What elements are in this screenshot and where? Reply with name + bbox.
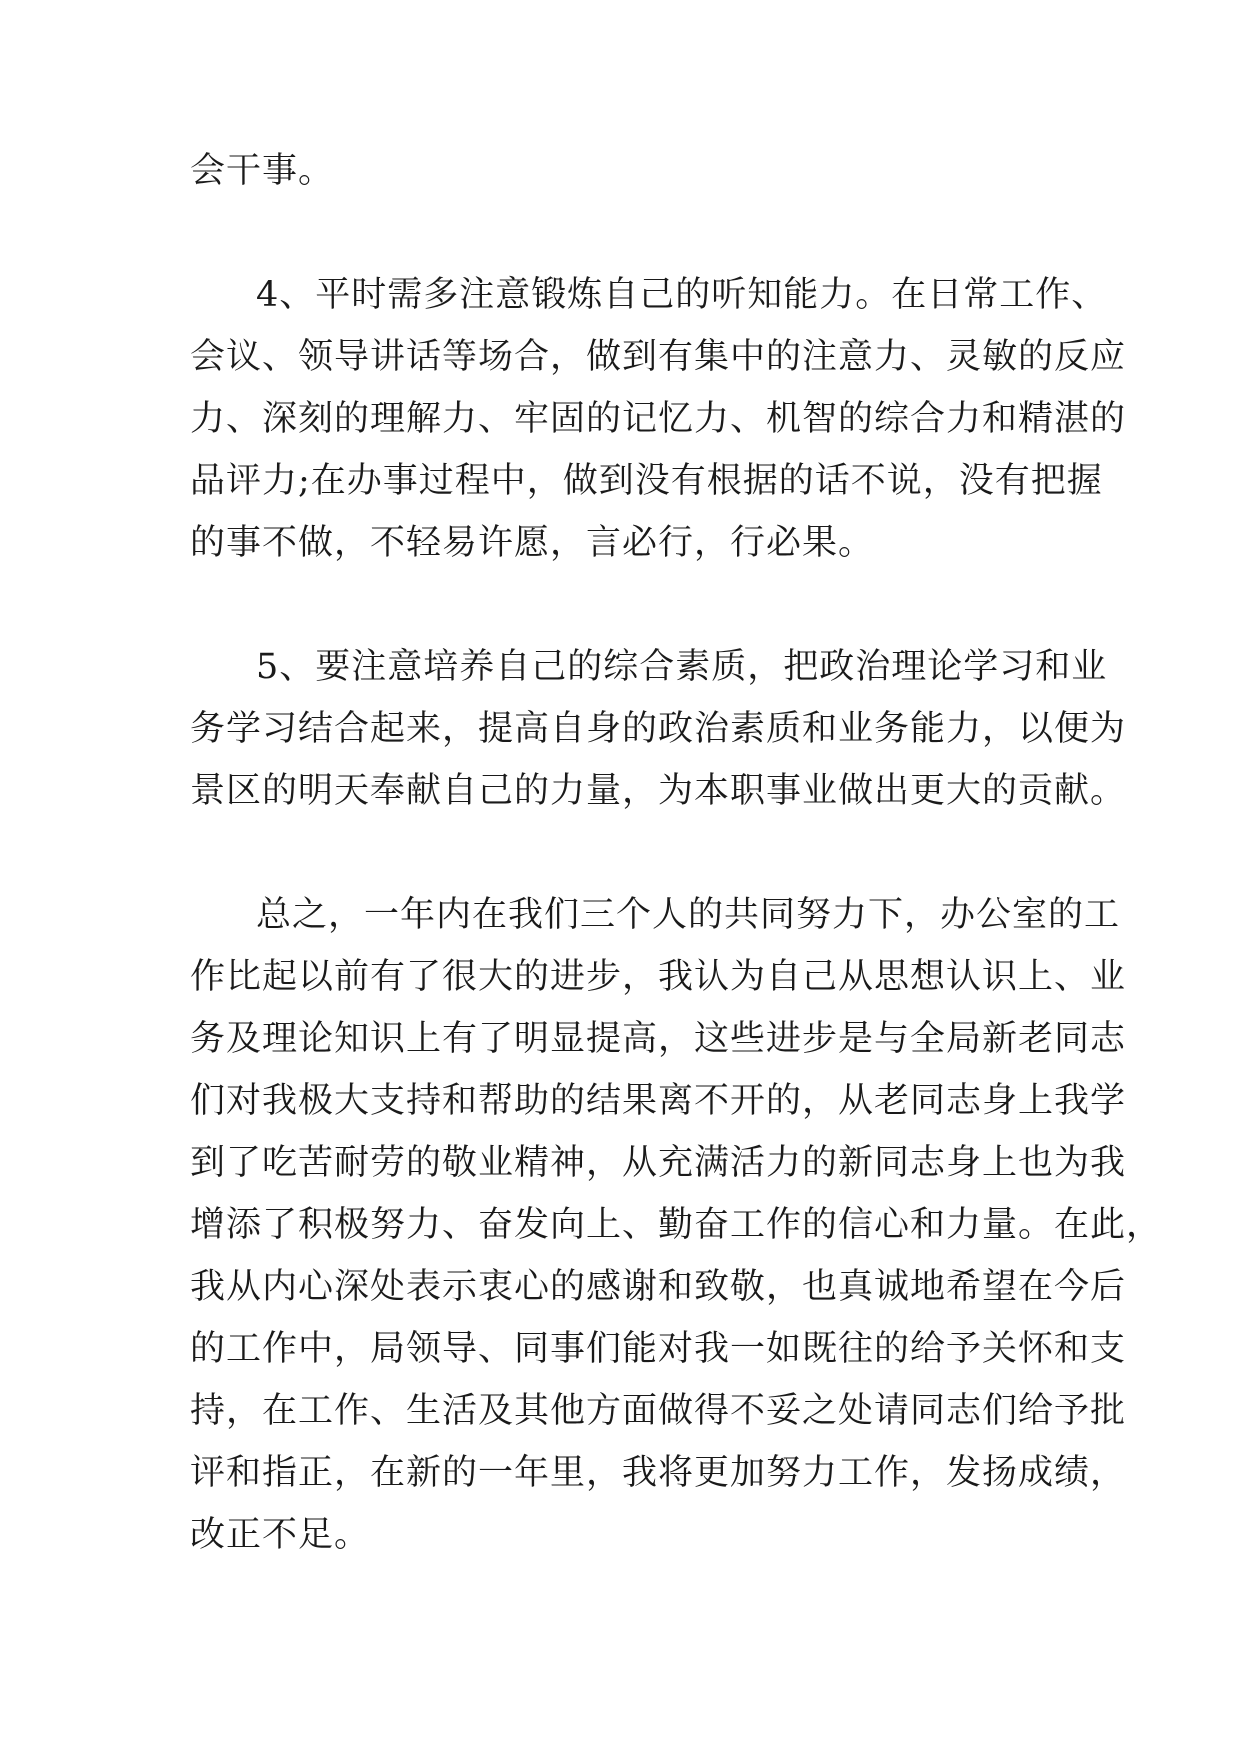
document-body	[190, 140, 1163, 1566]
paragraph-continuation	[190, 140, 1070, 202]
text-line: 务学习结合起来，提高自身的政治素质和业务能力，以便为	[190, 709, 1127, 749]
text-line: 们对我极大支持和帮助的结果离不开的，从老同志身上我学	[190, 1081, 1127, 1121]
text-line: 我从内心深处表示衷心的感谢和致敬，也真诚地希望在今后	[190, 1267, 1127, 1307]
text-line: 的事不做，不轻易许愿，言必行，行必果。	[190, 523, 875, 563]
text-line: 会议、领导讲话等场合，做到有集中的注意力、灵敏的反应	[190, 337, 1127, 377]
paragraph-item-5	[190, 636, 1127, 822]
text-line: 5、要注意培养自己的综合素质，把政治理论学习和业	[256, 647, 1108, 687]
text-line: 务及理论知识上有了明显提高，这些进步是与全局新老同志	[190, 1019, 1127, 1059]
text-line: 会干事。	[190, 151, 335, 191]
text-line: 总之，一年内在我们三个人的共同努力下，办公室的工	[256, 895, 1121, 935]
text-line: 增添了积极努力、奋发向上、勤奋工作的信心和力量。在此，	[190, 1205, 1163, 1245]
text-line: 改正不足。	[190, 1515, 371, 1555]
text-line: 4、平时需多注意锻炼自己的听知能力。在日常工作、	[256, 275, 1108, 315]
text-line: 到了吃苦耐劳的敬业精神，从充满活力的新同志身上也为我	[190, 1143, 1127, 1183]
text-line: 景区的明天奉献自己的力量，为本职事业做出更大的贡献。	[190, 771, 1127, 811]
paragraph-summary	[190, 884, 1163, 1566]
paragraph-gap	[190, 202, 1070, 264]
paragraph-gap	[190, 574, 1070, 636]
text-line: 力、深刻的理解力、牢固的记忆力、机智的综合力和精湛的	[190, 399, 1127, 439]
text-line: 作比起以前有了很大的进步，我认为自己从思想认识上、业	[190, 957, 1127, 997]
text-line: 品评力;在办事过程中，做到没有根据的话不说，没有把握	[190, 461, 1103, 501]
paragraph-gap	[190, 822, 1070, 884]
text-line: 持，在工作、生活及其他方面做得不妥之处请同志们给予批	[190, 1391, 1127, 1431]
paragraph-item-4	[190, 264, 1127, 574]
text-line: 评和指正，在新的一年里，我将更加努力工作，发扬成绩，	[190, 1453, 1127, 1493]
text-line: 的工作中，局领导、同事们能对我一如既往的给予关怀和支	[190, 1329, 1127, 1369]
